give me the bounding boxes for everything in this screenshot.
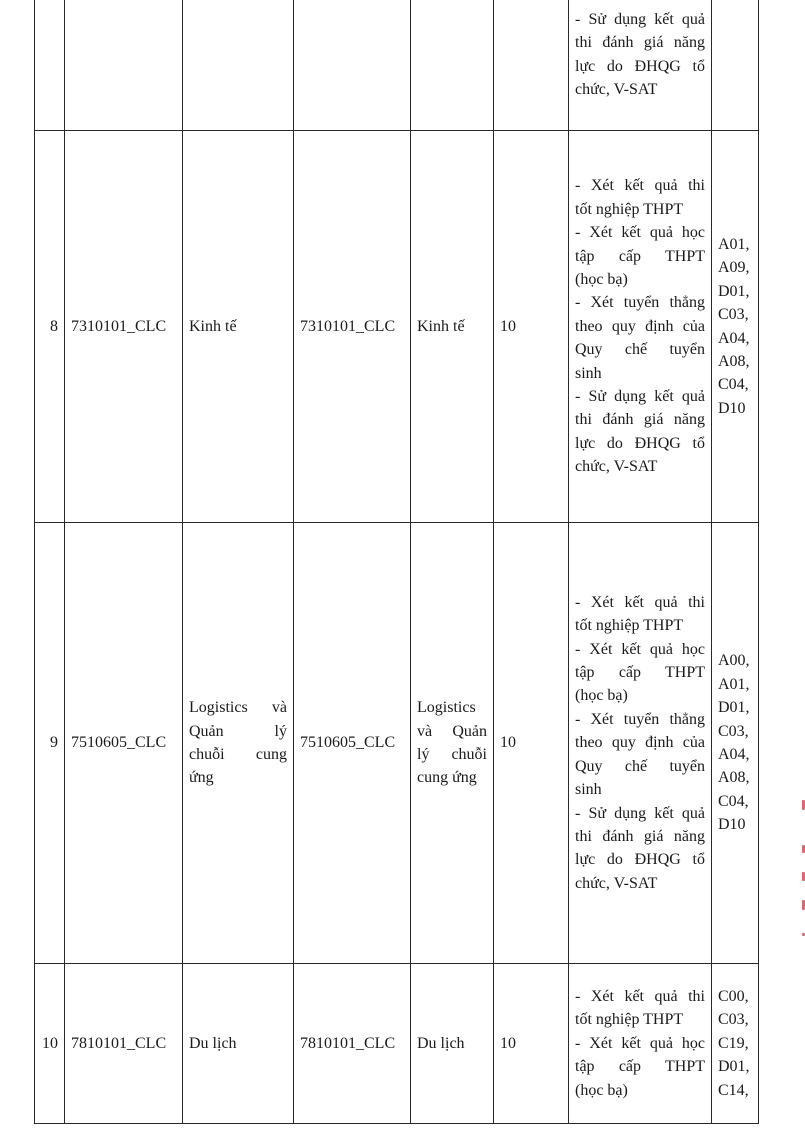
- method-line: sinh: [575, 364, 602, 382]
- admissions-table: [34, 0, 759, 1124]
- major-name-cell: Du lịch: [411, 964, 494, 1124]
- method-line: lực do ĐHQG tổ: [575, 851, 705, 869]
- method-line: - Xét tuyển thẳng: [575, 294, 705, 312]
- method-line: - Xét kết quả thi: [575, 593, 705, 611]
- major-name-cell: [411, 0, 494, 131]
- stt-cell: 9: [35, 523, 65, 964]
- method-line: thi đánh giá năng: [575, 411, 705, 429]
- subject-combo: C04,: [718, 376, 749, 394]
- method-line: sinh: [575, 781, 602, 799]
- subject-combo-cell: [712, 0, 759, 131]
- major-name-line: Logistics và: [189, 699, 287, 717]
- code-cell: 7810101_CLC: [294, 964, 411, 1124]
- subject-combo: D01,: [718, 1058, 750, 1076]
- major-name-line: chuỗi cung: [189, 746, 287, 763]
- quota-cell: 10: [494, 523, 569, 964]
- method-line: theo quy định của: [575, 317, 705, 335]
- method-line: - Xét kết quả thi: [575, 987, 705, 1005]
- code-cell: 7510605_CLC: [65, 523, 183, 964]
- method-line: tập cấp THPT: [575, 1058, 705, 1076]
- method-line: - Sử dụng kết quả: [575, 804, 705, 822]
- method-line: - Xét tuyển thẳng: [575, 710, 705, 728]
- method-line: chức, V-SAT: [575, 458, 658, 476]
- major-name-cell: [183, 523, 294, 964]
- method-line: tốt nghiệp THPT: [575, 1011, 684, 1029]
- code-cell: [65, 0, 183, 131]
- subject-combo: C03,: [718, 306, 749, 324]
- method-line: tốt nghiệp THPT: [575, 200, 684, 218]
- admission-method-cell: [569, 523, 712, 964]
- method-line: - Xét kết quả thi: [575, 177, 705, 195]
- table-row: [35, 964, 759, 1124]
- subject-combo: A04,: [718, 329, 750, 347]
- code-cell: 7310101_CLC: [294, 131, 411, 523]
- table-row: [35, 523, 759, 964]
- subject-combo: D10: [718, 816, 746, 834]
- method-line: Quy chế tuyển: [575, 341, 705, 359]
- major-name-cell: Kinh tế: [411, 131, 494, 523]
- stt-cell: 10: [35, 964, 65, 1124]
- major-name-line: lý chuỗi: [417, 746, 487, 763]
- method-line: chức, V-SAT: [575, 81, 658, 99]
- method-line: thi đánh giá năng: [575, 827, 705, 845]
- table-row: [35, 0, 759, 131]
- method-line: - Xét kết quả học: [575, 224, 705, 242]
- major-name-line: và Quản: [417, 722, 487, 740]
- method-line: tập cấp THPT: [575, 247, 705, 265]
- subject-combo: C03,: [718, 722, 749, 740]
- subject-combo-cell: [712, 523, 759, 964]
- subject-combo: A08,: [718, 769, 750, 787]
- quota-cell: [494, 0, 569, 131]
- method-line: Quy chế tuyển: [575, 757, 705, 775]
- method-line: - Sử dụng kết quả: [575, 11, 705, 28]
- quota-cell: 10: [494, 131, 569, 523]
- admission-method-cell: [569, 131, 712, 523]
- major-name-cell: [411, 523, 494, 964]
- subject-combo: A04,: [718, 746, 750, 763]
- method-line: - Sử dụng kết quả: [575, 388, 705, 406]
- method-line: theo quy định của: [575, 734, 705, 752]
- table-row: [35, 131, 759, 523]
- method-line: tốt nghiệp THPT: [575, 617, 684, 635]
- subject-combo: A08,: [718, 352, 750, 370]
- subject-combo-cell: [712, 131, 759, 523]
- subject-combo: A00,: [718, 652, 750, 670]
- quota-cell: 10: [494, 964, 569, 1124]
- method-line: lực do ĐHQG tổ: [575, 434, 705, 452]
- method-line: - Xét kết quả học: [575, 1034, 705, 1052]
- subject-combo: C00,: [718, 987, 749, 1005]
- admission-method-cell: [569, 0, 712, 131]
- subject-combo: C14,: [718, 1081, 749, 1099]
- subject-combo: D01,: [718, 282, 750, 300]
- method-line: lực do ĐHQG tổ: [575, 57, 705, 75]
- code-cell: [294, 0, 411, 131]
- subject-combo: A09,: [718, 259, 750, 277]
- major-name-line: cung ứng: [417, 769, 477, 787]
- code-cell: 7510605_CLC: [294, 523, 411, 964]
- subject-combo: D01,: [718, 699, 750, 717]
- stt-cell: 8: [35, 131, 65, 523]
- method-line: (học bạ): [575, 270, 628, 288]
- major-name-line: Logistics: [417, 699, 476, 717]
- major-name-line: ứng: [189, 769, 214, 787]
- admission-method-cell: [569, 964, 712, 1124]
- subject-combo: C04,: [718, 792, 749, 810]
- major-name-cell: Kinh tế: [183, 131, 294, 523]
- subject-combo: A01,: [718, 675, 750, 693]
- subject-combo: D10: [718, 399, 746, 417]
- code-cell: 7810101_CLC: [65, 964, 183, 1124]
- subject-combo: A01,: [718, 235, 750, 253]
- method-line: thi đánh giá năng: [575, 34, 705, 52]
- subject-combo: C19,: [718, 1034, 749, 1052]
- method-line: (học bạ): [575, 687, 628, 705]
- method-line: - Xét kết quả học: [575, 640, 705, 658]
- subject-combo-cell: [712, 964, 759, 1124]
- major-name-cell: Du lịch: [183, 964, 294, 1124]
- method-line: tập cấp THPT: [575, 664, 705, 682]
- major-name-cell: [183, 0, 294, 131]
- major-name-line: Quản lý: [189, 722, 287, 740]
- method-line: (học bạ): [575, 1081, 628, 1099]
- code-cell: 7310101_CLC: [65, 131, 183, 523]
- method-line: chức, V-SAT: [575, 874, 658, 892]
- subject-combo: C03,: [718, 1011, 749, 1029]
- stt-cell: [35, 0, 65, 131]
